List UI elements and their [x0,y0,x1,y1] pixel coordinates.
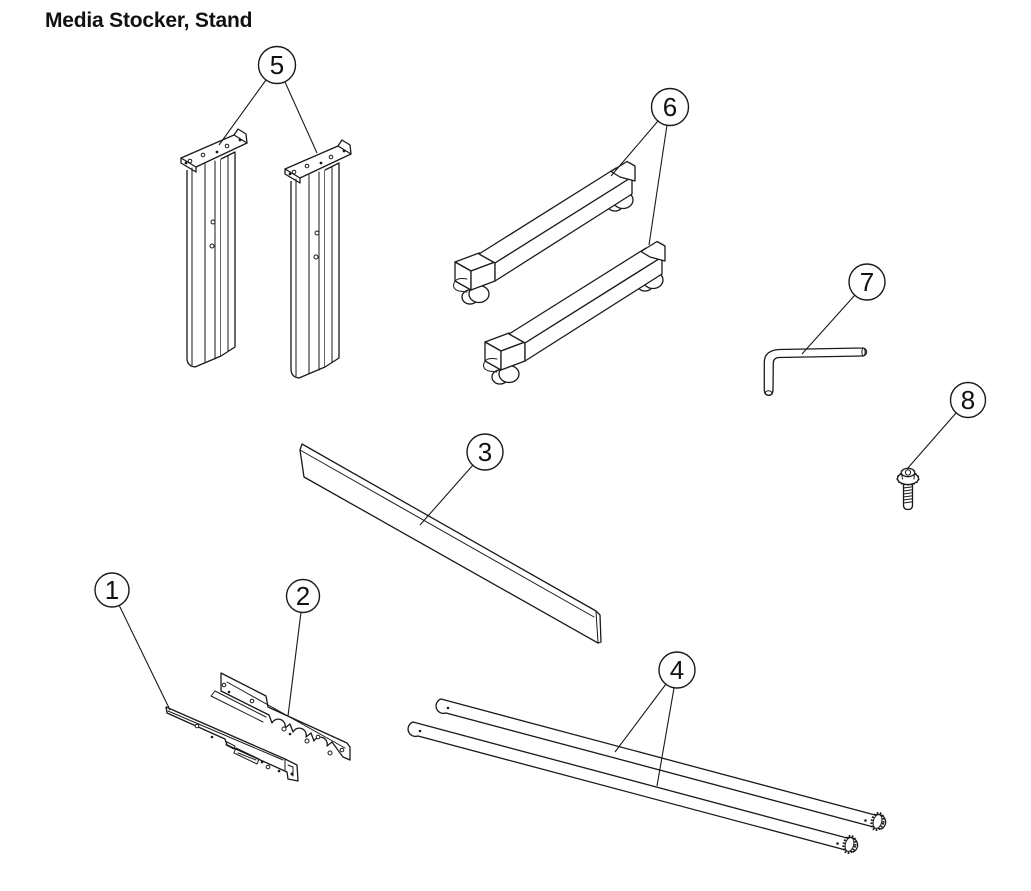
cross-beam [300,444,601,643]
callout-leader-line [615,684,666,752]
flange-screw [898,468,919,509]
callout-leader-line [119,605,170,710]
page-title: Media Stocker, Stand [45,9,253,32]
callout-number: 6 [662,92,678,122]
stand-leg-left [181,129,247,367]
stand-leg-right [285,140,351,378]
callout-8 [907,383,986,470]
callout-2 [287,580,320,717]
callout-number: 7 [859,267,875,297]
callout-number: 8 [960,385,976,415]
callout-leader-line [285,82,317,153]
callout-7 [802,264,885,354]
callout-3 [420,434,503,525]
callout-number: 5 [269,50,285,80]
support-tube-lower [408,722,858,854]
hex-wrench [764,348,866,395]
callout-number: 3 [477,437,493,467]
callout-leader-line [649,125,667,245]
callout-leader-line [219,80,266,145]
callout-1 [95,573,170,710]
callout-leader-line [802,295,855,354]
callout-leader-line [420,465,473,525]
callout-leader-line [907,413,956,469]
callout-number: 4 [669,655,685,685]
callout-number: 1 [104,575,120,605]
callout-number: 2 [295,581,311,611]
callout-leader-line [288,612,301,716]
